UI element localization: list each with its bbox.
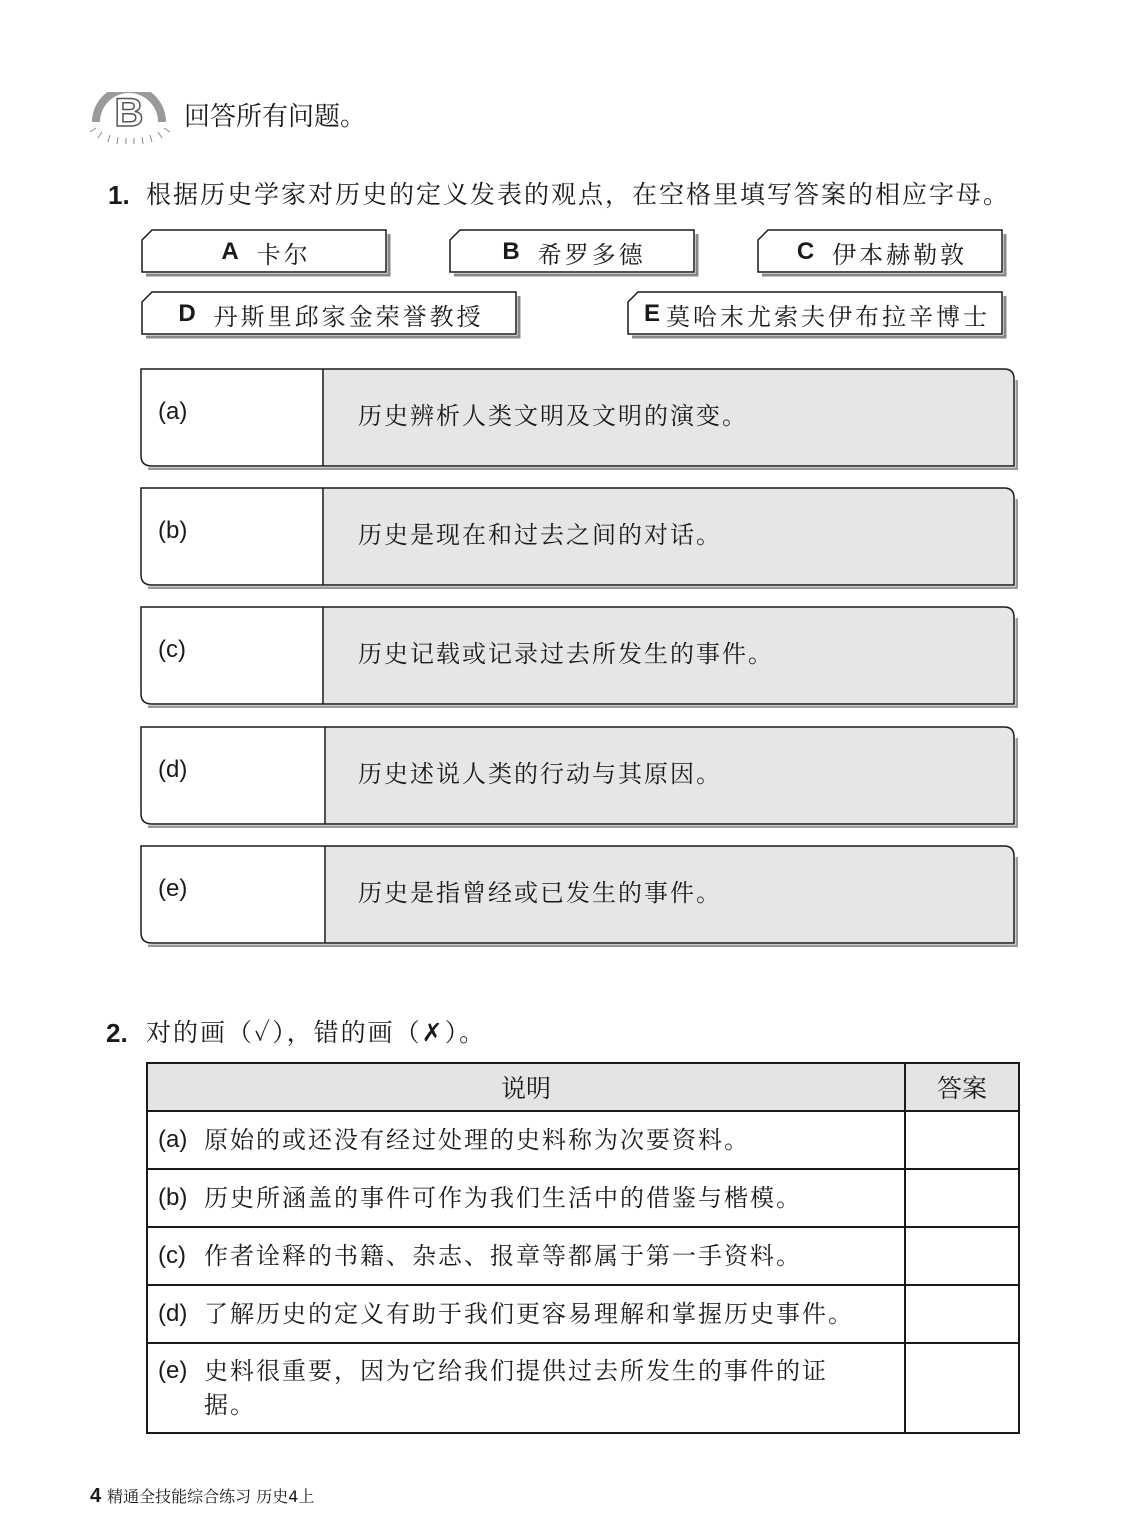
option-name: 丹斯里邱家金荣誉教授: [213, 302, 484, 331]
question-2-number: 2.: [106, 1018, 128, 1048]
question-1-prompt: 根据历史学家对历史的定义发表的观点，在空格里填写答案的相应字母。: [146, 180, 1011, 209]
row-text: 作者诠释的书籍、杂志、报章等都属于第一手资料。: [204, 1242, 802, 1270]
option-name: 莫哈末尤索夫伊布拉辛博士: [666, 302, 990, 331]
option-letter: B: [502, 238, 520, 265]
table-row: [147, 1227, 1019, 1285]
row-label: (a): [158, 1126, 188, 1153]
statement-label: (b): [158, 517, 188, 544]
page-footer: [90, 1484, 314, 1508]
table-header-answer: 答案: [905, 1063, 1019, 1111]
answer-cell[interactable]: [905, 1285, 1019, 1343]
option-letter: A: [221, 238, 239, 265]
statement-box-a: [140, 368, 1018, 470]
option-name: 卡尔: [256, 240, 311, 269]
option-b: [448, 228, 700, 276]
table-header-description: 说明: [147, 1063, 905, 1111]
statement-label: (d): [158, 756, 188, 783]
section-letter: B: [114, 92, 144, 135]
option-d: [140, 290, 522, 338]
option-name: 希罗多德: [537, 240, 646, 269]
question-1-number: 1.: [108, 180, 130, 210]
option-c: [756, 228, 1008, 276]
statement-text: 历史述说人类的行动与其原因。: [358, 760, 722, 788]
row-text: 了解历史的定义有助于我们更容易理解和掌握历史事件。: [204, 1300, 854, 1328]
statement-label: (e): [158, 875, 188, 902]
table-row: [147, 1169, 1019, 1227]
answer-cell[interactable]: [905, 1169, 1019, 1227]
statement-box-d: [140, 726, 1018, 828]
row-text: 历史所涵盖的事件可作为我们生活中的借鉴与楷模。: [204, 1184, 802, 1212]
statement-text: 历史辨析人类文明及文明的演变。: [358, 402, 748, 430]
statement-box-e: [140, 845, 1018, 947]
row-text: 原始的或还没有经过处理的史料称为次要资料。: [204, 1126, 750, 1154]
page-number: 4: [90, 1485, 102, 1507]
row-label: (c): [158, 1242, 186, 1269]
row-label: (d): [158, 1300, 188, 1327]
true-false-table: [146, 1062, 1020, 1434]
question-2-prompt: 对的画（✓），错的画（✗）。: [146, 1018, 487, 1047]
answer-cell[interactable]: [905, 1227, 1019, 1285]
row-label: (e): [158, 1357, 188, 1384]
statement-label: (a): [158, 398, 188, 425]
option-letter: E: [643, 300, 660, 327]
statement-text: 历史是现在和过去之间的对话。: [358, 521, 722, 549]
option-letter: C: [796, 238, 815, 265]
row-text: 史料很重要，因为它给我们提供过去所发生的事件的证据。: [204, 1357, 828, 1419]
book-title: 精通全技能综合练习 历史4上: [107, 1487, 315, 1506]
option-letter: D: [178, 300, 196, 327]
statement-label: (c): [158, 636, 186, 663]
answer-cell[interactable]: [905, 1111, 1019, 1169]
section-title: 回答所有问题。: [184, 102, 367, 132]
answer-cell[interactable]: [905, 1343, 1019, 1433]
table-row: [147, 1343, 1019, 1433]
statement-text: 历史是指曾经或已发生的事件。: [358, 879, 722, 907]
table-row: [147, 1285, 1019, 1343]
statement-box-b: [140, 487, 1018, 589]
option-e: [626, 290, 1008, 338]
option-name: 伊本赫勒敦: [832, 240, 968, 269]
statement-box-c: [140, 606, 1018, 708]
row-label: (b): [158, 1184, 188, 1211]
section-badge: [88, 92, 170, 144]
statement-text: 历史记载或记录过去所发生的事件。: [358, 640, 774, 668]
option-a: [140, 228, 392, 276]
table-row: [147, 1111, 1019, 1169]
